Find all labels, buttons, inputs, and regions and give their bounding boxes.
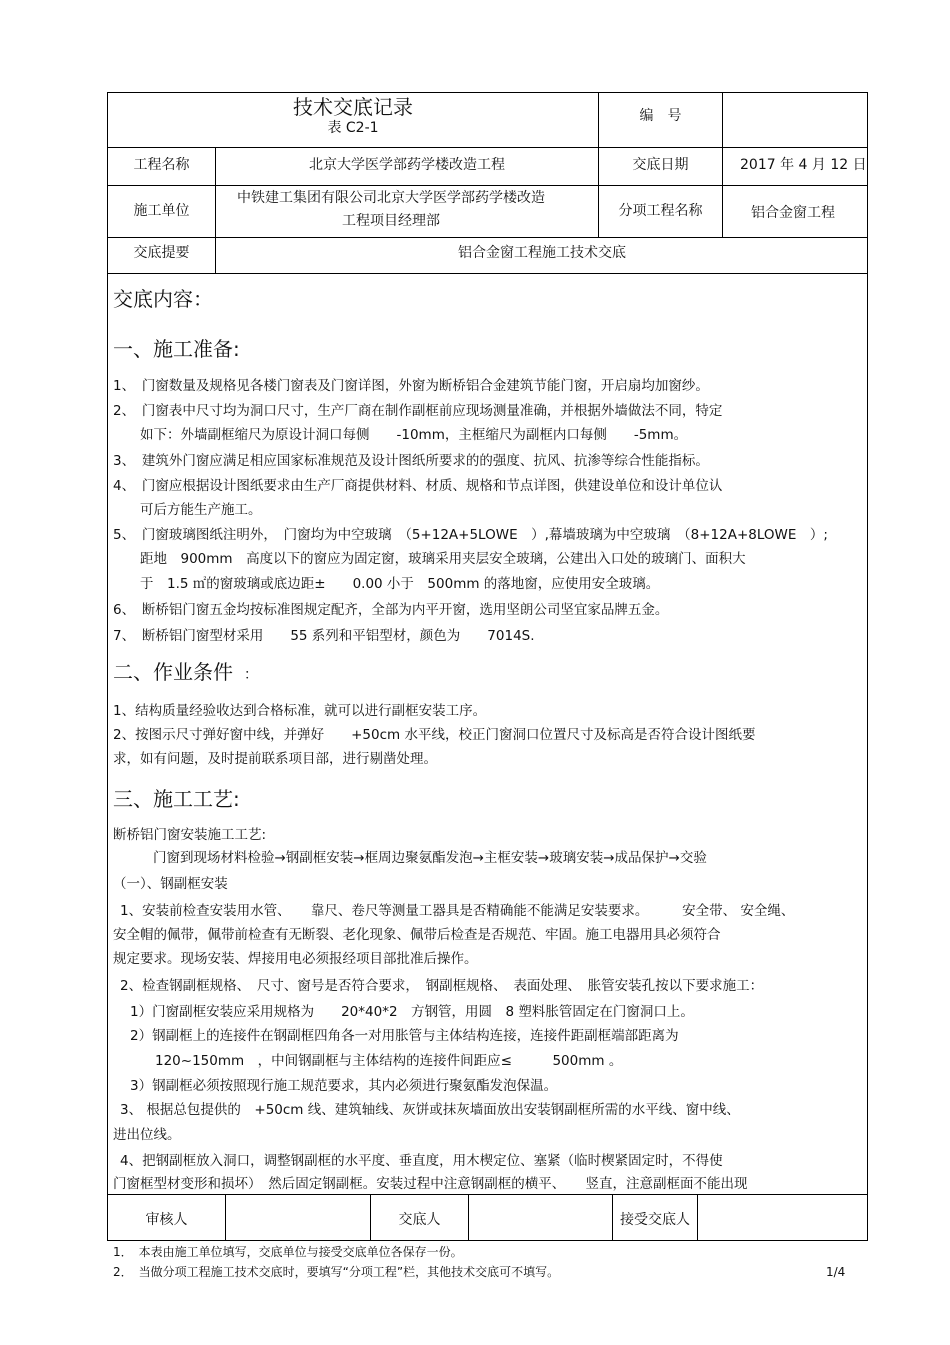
section1-line: 可后方能生产施工。 bbox=[140, 502, 262, 518]
section3-line: 门窗到现场材料检验→钢副框安装→框周边聚氨酯发泡→主框安装→玻璃安装→成品保护→交验 bbox=[153, 850, 707, 866]
section1-line: 1、 门窗数量及规格见各楼门窗表及门窗详图，外窗为断桥铝合金建筑节能门窗，开启扇均加窗纱。 bbox=[113, 378, 709, 394]
section1-line: 4、 门窗应根据设计图纸要求由生产厂商提供材料、材质、规格和节点详图，供建设单位和设计单位认 bbox=[113, 478, 723, 494]
summary-text[interactable]: 铝合金窗工程施工技术交底 bbox=[458, 245, 626, 261]
row-divider bbox=[107, 185, 868, 186]
receiver-label: 接受交底人 bbox=[620, 1212, 690, 1228]
row-divider bbox=[107, 147, 868, 148]
footer-note: 2． 当做分项工程施工技术交底时，要填写“分项工程”栏，其他技术交底可不填写。 bbox=[113, 1265, 560, 1279]
summary-label: 交底提要 bbox=[133, 245, 190, 261]
section1-line: 于 1.5 ㎡的窗玻璃或底边距± 0.00 小于 500mm 的落地窗，应使用安全玻璃。 bbox=[140, 576, 660, 592]
receiver-field[interactable] bbox=[698, 1213, 867, 1227]
disclosure-date[interactable]: 2017 年 4 月 12 日 bbox=[740, 157, 867, 173]
construction-unit-line1[interactable]: 中铁建工集团有限公司北京大学医学部药学楼改造 bbox=[237, 190, 545, 206]
section3-line: 2、检查钢副框规格、 尺寸、窗号是否符合要求， 钢副框规格、 表面处理、 胀管安装孔按以下要求施工： bbox=[120, 978, 764, 994]
section3-line: 1）门窗副框安装应采用规格为 20*40*2 方钢管，用圆 8 塑料胀管固定在门窗洞口上。 bbox=[130, 1004, 694, 1020]
section3-line: 4、把钢副框放入洞口，调整钢副框的水平度、垂直度，用木楔定位、塞紧（临时楔紧固定时，不得使 bbox=[120, 1153, 723, 1169]
section2-title: 二、作业条件 bbox=[113, 660, 233, 684]
content-heading: 交底内容： bbox=[113, 287, 213, 311]
section2-line: 1、结构质量经验收达到合格标准，就可以进行副框安装工序。 bbox=[113, 703, 487, 719]
section2-colon: ： bbox=[244, 667, 258, 683]
construction-unit-label: 施工单位 bbox=[133, 203, 190, 219]
section1-line: 5、 门窗玻璃图纸注明外， 门窗均为中空玻璃 （5+12A+5LOWE ）,幕墙玻璃为中空玻璃 （8+12A+8LOWE ）; bbox=[113, 527, 828, 543]
section3-line: 120~150mm ，中间钢副框与主体结构的连接件间距应≤ 500mm 。 bbox=[155, 1053, 623, 1069]
form-title: 技术交底记录 bbox=[293, 95, 413, 119]
section3-line: 1、安装前检查安装用水管、 靠尺、卷尺等测量工器具是否精确能不能满足安装要求。 安全带、 安全绳、 bbox=[120, 903, 795, 919]
discloser-label: 交底人 bbox=[398, 1212, 441, 1228]
date-label: 交底日期 bbox=[632, 157, 689, 173]
section3-line: 安全帽的佩带，佩带前检查有无断裂、老化现象、佩带后检查是否规范、牢固。施工电器用具必须符合 bbox=[113, 927, 721, 943]
section3-line: 进出位线。 bbox=[113, 1127, 181, 1143]
section3-line: 3）钢副框必须按照现行施工规范要求，其内必须进行聚氨酯发泡保温。 bbox=[130, 1078, 558, 1094]
section3-line: 断桥铝门窗安装施工工艺: bbox=[113, 827, 267, 843]
project-name-label: 工程名称 bbox=[133, 157, 190, 173]
serial-number-label: 编 号 bbox=[639, 108, 682, 124]
sub-project-name[interactable]: 铝合金窗工程 bbox=[751, 205, 835, 221]
section3-line: 规定要求。现场安装、焊接用电必须报经项目部批准后操作。 bbox=[113, 951, 478, 967]
row-divider bbox=[107, 237, 868, 238]
section2-line: 2、按图示尺寸弹好窗中线，并弹好 +50cm 水平线，校正门窗洞口位置尺寸及标高是否符合设计图纸要 bbox=[113, 727, 756, 743]
discloser-field[interactable] bbox=[469, 1213, 612, 1227]
sub-project-label: 分项工程名称 bbox=[618, 203, 703, 219]
section3-line: 3、 根据总包提供的 +50cm 线、建筑轴线、灰饼或抹灰墙面放出安装钢副框所需的水平线、窗中线、 bbox=[120, 1102, 740, 1118]
reviewer-label: 审核人 bbox=[145, 1212, 188, 1228]
project-name[interactable]: 北京大学医学部药学楼改造工程 bbox=[309, 157, 505, 173]
section1-title: 一、施工准备: bbox=[113, 337, 240, 361]
section3-line: 2）钢副框上的连接件在钢副框四角各一对用胀管与主体结构连接，连接件距副框端部距离为 bbox=[130, 1028, 679, 1044]
construction-unit-line2[interactable]: 工程项目经理部 bbox=[342, 213, 440, 229]
page-number: 1/4 bbox=[826, 1265, 846, 1279]
section1-line: 6、 断桥铝门窗五金均按标准图规定配齐，全部为内平开窗，选用坚朗公司坚宜家品牌五金。 bbox=[113, 602, 669, 618]
section1-line: 7、 断桥铝门窗型材采用 55 系列和平铝型材，颜色为 7014S. bbox=[113, 628, 535, 644]
section1-line: 3、 建筑外门窗应满足相应国家标准规范及设计图纸所要求的的强度、抗风、抗渗等综合性能指标。 bbox=[113, 453, 709, 469]
row-divider bbox=[107, 1194, 868, 1195]
form-number: 表 C2-1 bbox=[327, 120, 379, 136]
section1-line: 距地 900mm 高度以下的窗应为固定窗，玻璃采用夹层安全玻璃，公建出入口处的玻璃门、面积大 bbox=[140, 551, 746, 567]
section1-line: 2、 门窗表中尺寸均为洞口尺寸，生产厂商在制作副框前应现场测量准确，并根据外墙做法不同，特定 bbox=[113, 403, 723, 419]
section3-line: 门窗框型材变形和损坏） 然后固定钢副框。安装过程中注意钢副框的横平、 竖直，注意副框面不能出现 bbox=[113, 1176, 748, 1192]
footer-note: 1． 本表由施工单位填写，交底单位与接受交底单位各保存一份。 bbox=[113, 1245, 463, 1259]
section2-line: 求，如有问题，及时提前联系项目部，进行剔凿处理。 bbox=[113, 751, 437, 767]
reviewer-field[interactable] bbox=[226, 1213, 370, 1227]
section3-title: 三、施工工艺: bbox=[113, 787, 240, 811]
section1-line: 如下：外墙副框缩尺为原设计洞口每侧 -10mm，主框缩尺为副框内口每侧 -5mm。 bbox=[140, 427, 688, 443]
row-divider bbox=[107, 273, 868, 274]
section3-line: （一）、钢副框安装 bbox=[113, 876, 228, 892]
